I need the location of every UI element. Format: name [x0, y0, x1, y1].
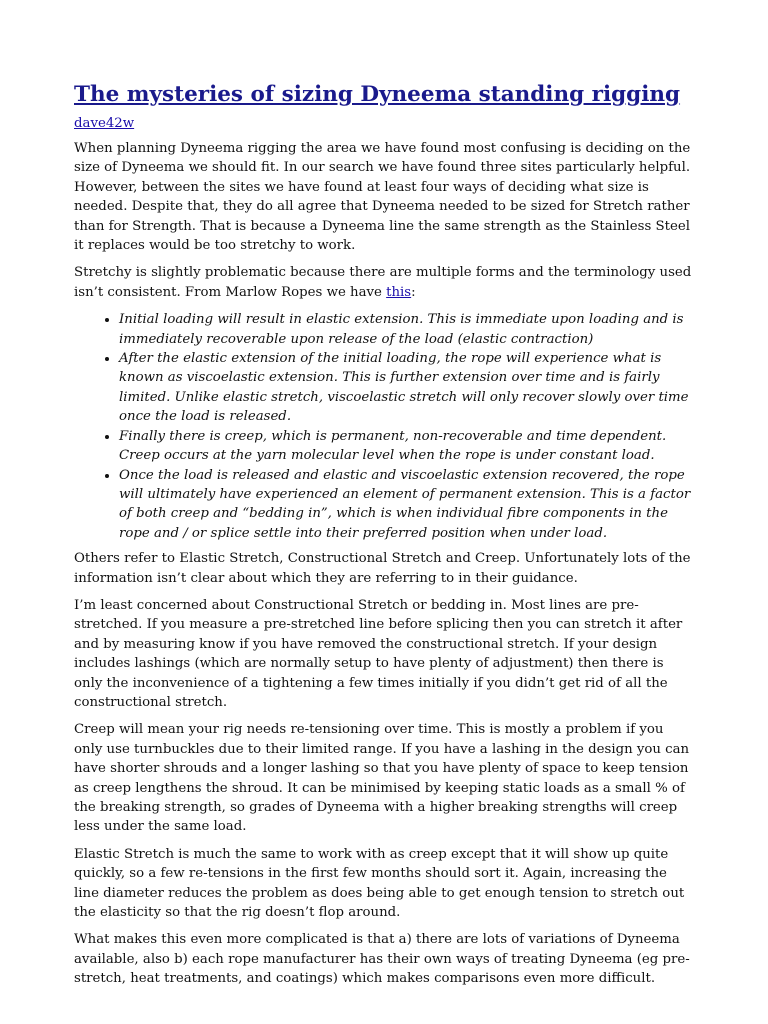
- author-link[interactable]: dave42w: [74, 116, 135, 131]
- list-item: • Initial loading will result in elastic extension. This is immediate upon loading and is immediately recoverable upon release of the load (elastic contraction): [119, 310, 694, 349]
- paragraph-stretchy-text: Stretchy is slightly problematic because there are multiple forms and the terminology used isn’t consistent. From Marlow Ropes we have: [74, 265, 692, 300]
- paragraph-intro: When planning Dyneema rigging the area we have found most confusing is deciding on the size of Dyneema we should fit. In our search we have found three sites particularly helpful. However, between the sites we have found at least four ways of deciding what size is needed. Despite that, they do all agree that Dyneema needed to be sized for Stretch rather than for Strength. That is because a Dyneema line the same strength as the Stainless Steel it replaces would be too stretchy to work.: [74, 141, 691, 254]
- paragraph-others: Others refer to Elastic Stretch, Constructional Stretch and Creep. Unfortunately lots of the information isn’t clear about which they are referring to in their guidance.: [74, 551, 691, 586]
- paragraph-stretchy: [74, 263, 694, 302]
- marlow-ropes-link[interactable]: this: [386, 284, 412, 300]
- paragraph-complications: What makes this even more complicated is that a) there are lots of variations of Dyneema available, also b) each rope manufacturer has their own ways of treating Dyneema (eg pre-stretch, heat treatments, and coatings) which makes comparisons even more difficult.: [74, 932, 690, 987]
- list-item: • Once the load is released and elastic and viscoelastic extension recovered, the rope will ultimately have experienced an element of permanent extension. This is a factor of both creep and “bedding in”, which is when individual fibre components in the rope and / or splice settle into their preferred position when under load.: [119, 466, 694, 544]
- paragraph-creep: Creep will mean your rig needs re-tensioning over time. This is mostly a problem if you only use turnbuckles due to their limited range. If you have a lashing in the design you can have shorter shrouds and a longer lashing so that you have plenty of space to keep tension as creep lengthens the shroud. It can be minimised by keeping static loads as a small % of the breaking strength, so grades of Dyneema with a higher breaking strengths will creep less under the same load.: [74, 722, 690, 835]
- stretch-types-list: [74, 310, 694, 543]
- article-title: [74, 82, 694, 108]
- article-title-link[interactable]: The mysteries of sizing Dyneema standing rigging: [74, 82, 681, 107]
- list-item: • Finally there is creep, which is permanent, non-recoverable and time dependent. Creep occurs at the yarn molecular level when the rope is under constant load.: [119, 427, 694, 466]
- paragraph-constructional-stretch: I’m least concerned about Constructional Stretch or bedding in. Most lines are pre-stretched. If you measure a pre-stretched line before splicing then you can stretch it after and by measuring know if you have removed the constructional stretch. If your design includes lashings (which are normally setup to have plenty of adjustment) then there is only the inconvenience of a tightening a few times initially if you didn’t get rid of all the constructional stretch.: [74, 597, 683, 710]
- paragraph-stretchy-colon: :: [411, 284, 416, 300]
- list-item: • After the elastic extension of the initial loading, the rope will experience what is known as viscoelastic extension. This is further extension over time and is fairly limited. Unlike elastic stretch, viscoelastic stretch will only recover slowly over time once the load is released.: [119, 349, 694, 427]
- paragraph-elastic-stretch: Elastic Stretch is much the same to work with as creep except that it will show up quite quickly, so a few re-tensions in the first few months should sort it. Again, increasing the line diameter reduces the problem as does being able to get enough tension to stretch out the elasticity so that the rig doesn’t flop around.: [74, 846, 685, 921]
